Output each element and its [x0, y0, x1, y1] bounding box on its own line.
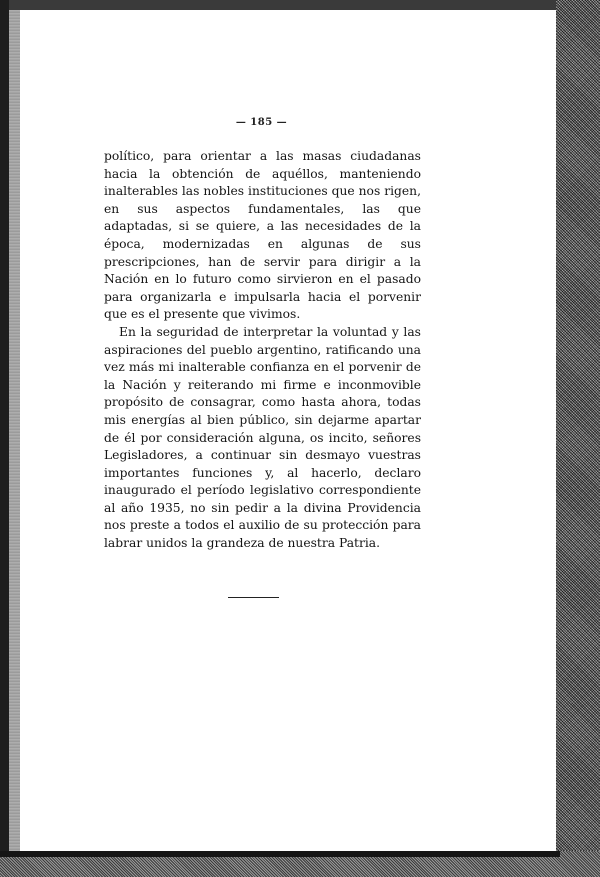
body-text — [104, 148, 421, 553]
page-number: — 185 — — [235, 117, 288, 128]
scan-border-right — [556, 0, 600, 877]
page-edge-left — [9, 10, 20, 868]
paragraph-closing: En la seguridad de interpretar la voluntad y las aspiraciones del pueblo argentino, ratificando una vez más mi inalterable confianza en el porvenir de la Nación y reiterando mi firme e inconmovible propósito de consagrar, como hasta ahora, todas mis energías al bien público, sin dejarme apartar de él por consideración alguna, os incito, señores Legisladores, a continuar sin desmayo vuestras importantes funciones y, al hacerlo, declaro inaugurado el período legislativo correspondiente al año 1935, no sin pedir a la divina Providencia nos preste a todos el auxilio de su protección para labrar unidos la grandeza de nuestra Patria. — [104, 324, 421, 551]
page-edge-bottom — [0, 851, 560, 857]
paragraph-continued: político, para orientar a las masas ciudadanas hacia la obtención de aquéllos, manteniendo inalterables las nobles instituciones que nos rigen, en sus aspectos fundamentales, las que adaptadas, si se quiere, a las necesidades de la época, modernizadas en algunas de sus prescripciones, han de servir para dirigir a la Nación en lo futuro como sirvieron en el pasado para organizarla e impulsarla hacia el porvenir que es el presente que vivimos. — [104, 149, 421, 322]
end-divider — [228, 597, 279, 598]
scan-border-left — [0, 0, 9, 877]
scan-border-top — [0, 0, 600, 10]
